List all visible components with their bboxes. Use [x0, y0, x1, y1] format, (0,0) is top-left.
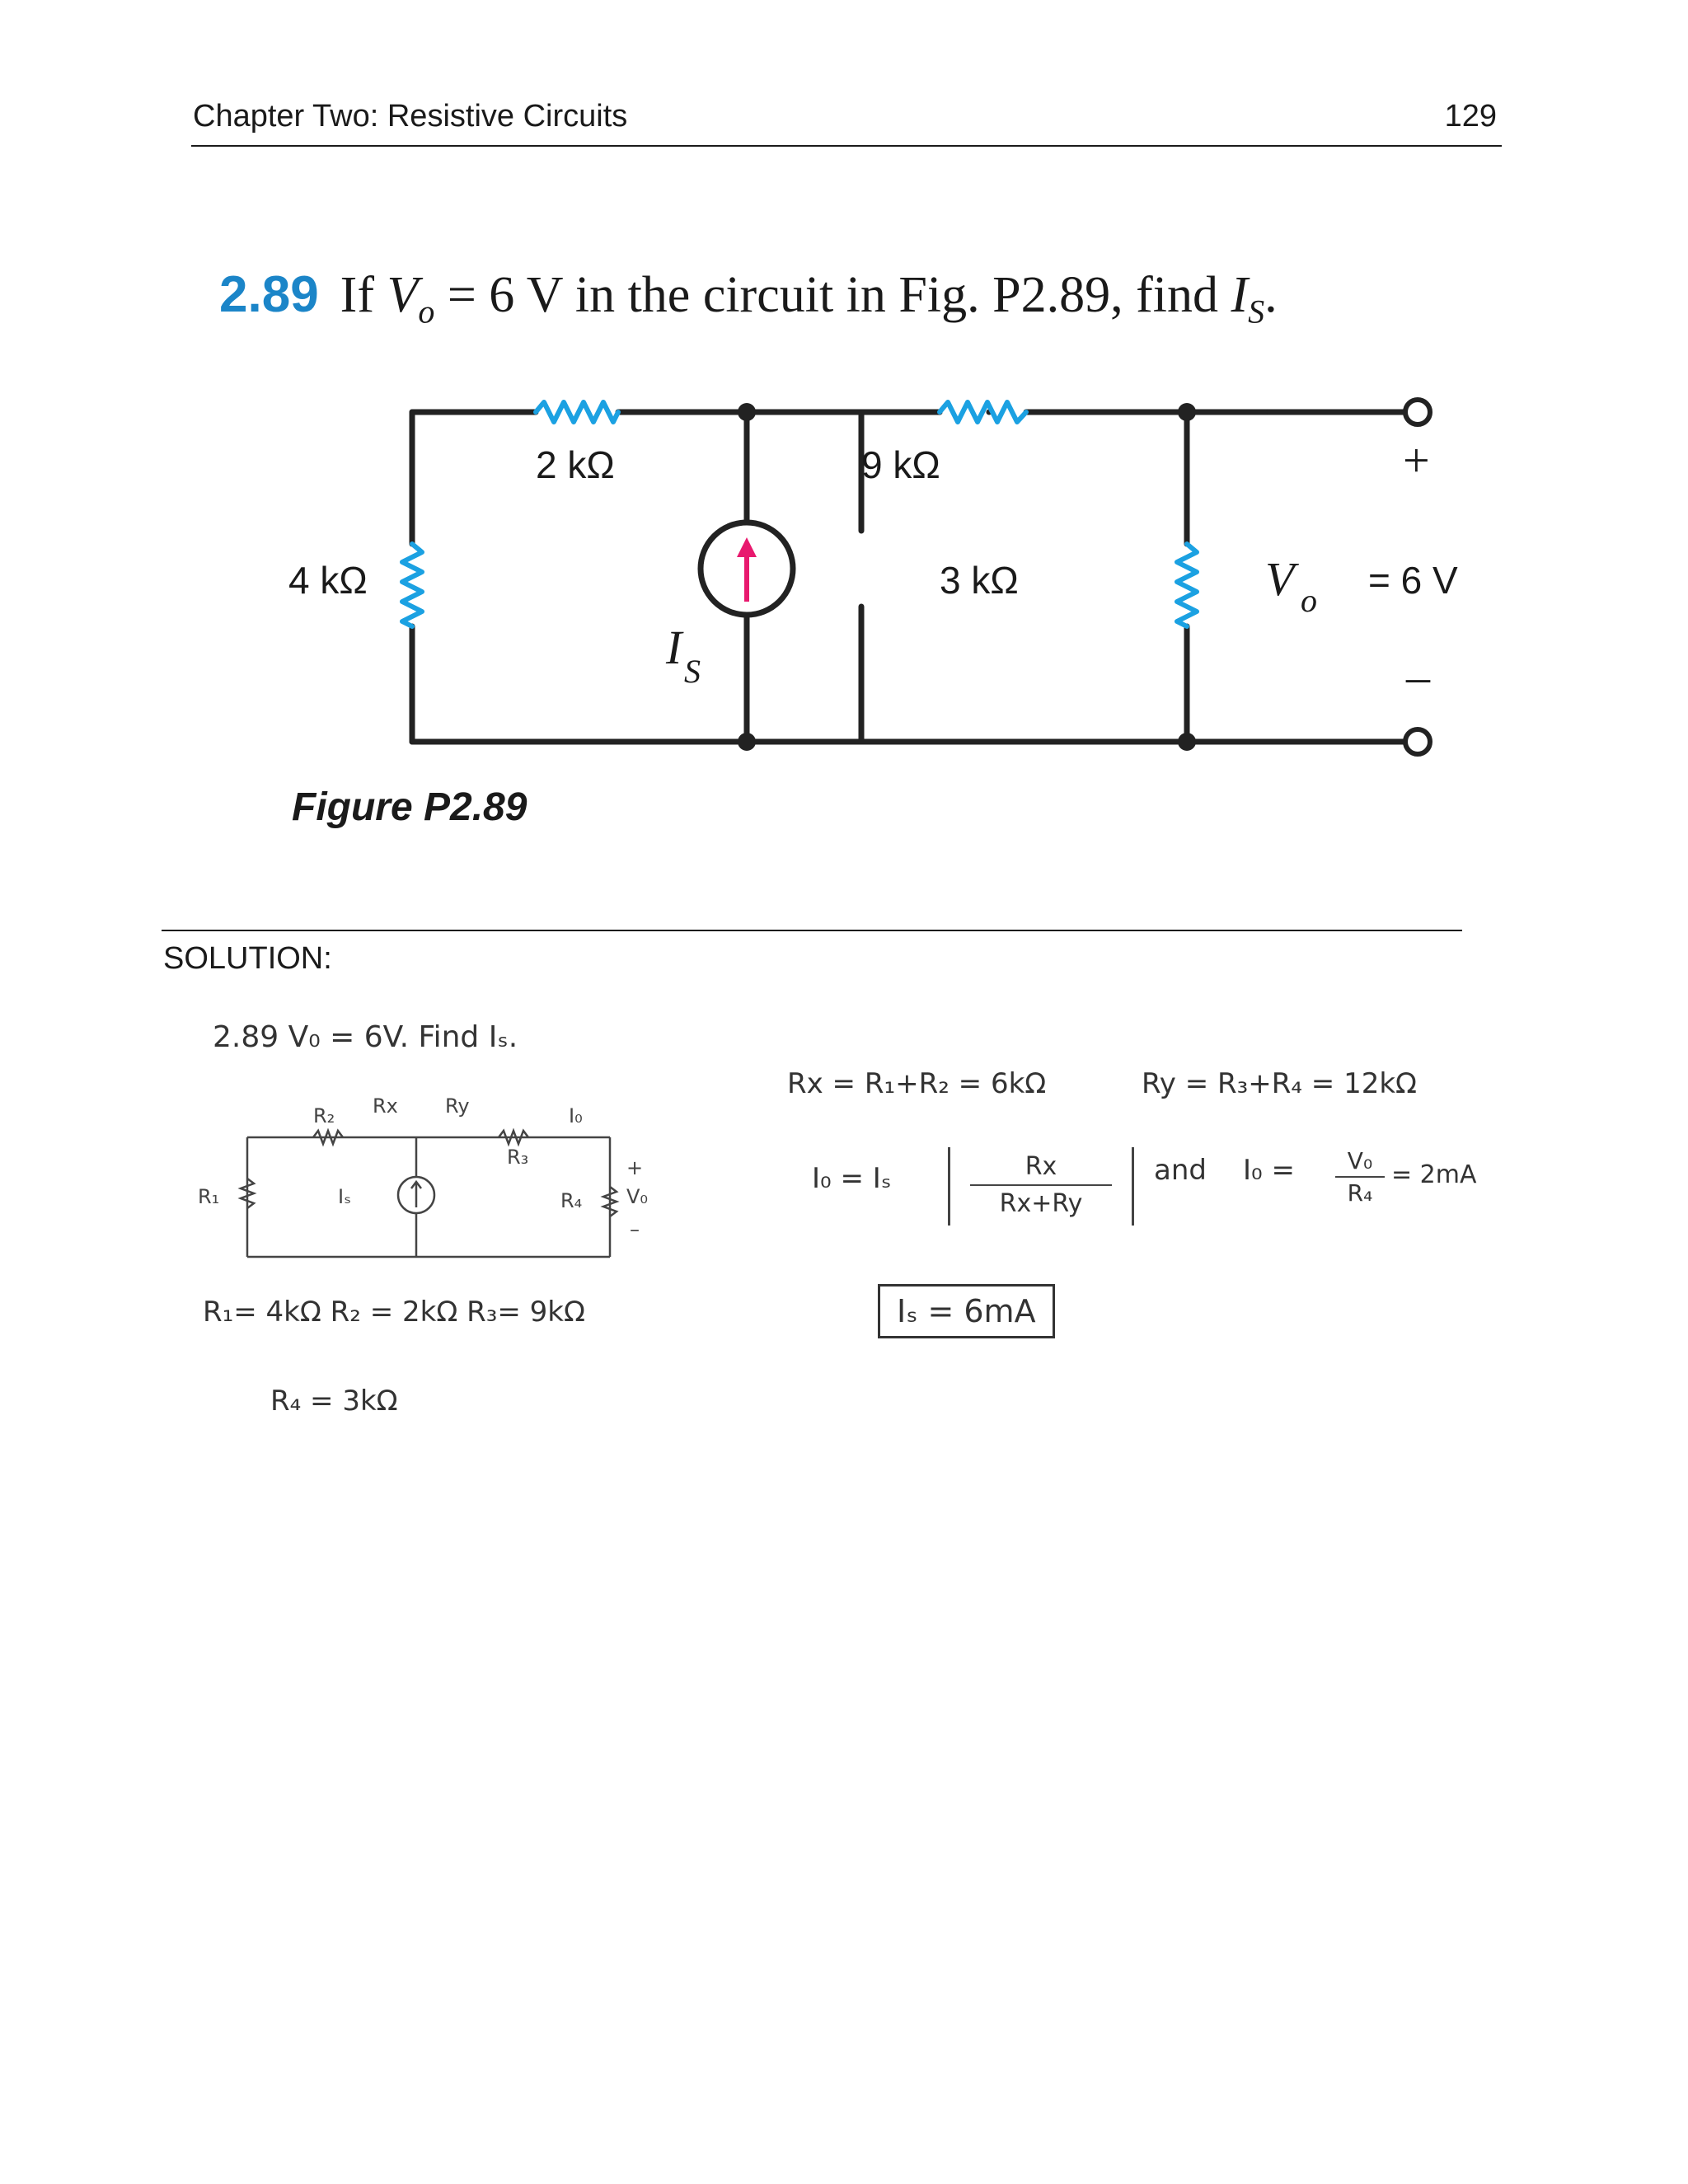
- resistor-2k: [536, 402, 618, 422]
- answer-box: Iₛ = 6mA: [878, 1284, 1055, 1338]
- sketch-label-vo: V₀: [626, 1185, 649, 1208]
- equation-ry: Ry = R₃+R₄ = 12kΩ: [1142, 1067, 1418, 1100]
- equation-io-fraction: [948, 1147, 1134, 1226]
- label-3k: 3 kΩ: [940, 559, 1019, 602]
- node-top-mid: [738, 403, 756, 421]
- solution-sketch: [181, 1071, 709, 1277]
- label-2k: 2 kΩ: [536, 443, 615, 486]
- solution-given: 2.89 V₀ = 6V. Find Iₛ.: [213, 1020, 518, 1054]
- sketch-label-ry: Ry: [445, 1094, 470, 1118]
- label-9k: 9 kΩ: [861, 443, 940, 486]
- circuit-diagram: [247, 379, 1467, 766]
- equation-io2-fraction: [1335, 1147, 1385, 1207]
- equation-io2-lhs: I₀ =: [1243, 1154, 1295, 1187]
- problem-sub-o: o: [418, 293, 435, 330]
- problem-text-eq: = 6 V in the circuit in Fig. P2.89, find: [447, 267, 1218, 323]
- page-header-title: Chapter Two: Resistive Circuits: [193, 99, 628, 134]
- problem-period: .: [1264, 267, 1278, 323]
- problem-number: 2.89: [219, 266, 319, 323]
- terminal-top: [1405, 400, 1430, 424]
- sketch-label-io: I₀: [569, 1104, 583, 1127]
- page-number: 129: [1444, 99, 1497, 134]
- sketch-label-minus: –: [630, 1218, 640, 1241]
- sketch-label-r4: R₄: [560, 1189, 583, 1212]
- label-is-var: I: [666, 621, 682, 674]
- resistor-4k: [402, 544, 422, 626]
- solution-values-1: R₁= 4kΩ R₂ = 2kΩ R₃= 9kΩ: [203, 1296, 585, 1329]
- label-vo-sub: o: [1301, 582, 1317, 619]
- solution-divider: [162, 930, 1462, 931]
- equation-io2-fraction-bar: [1335, 1176, 1385, 1178]
- label-vo-var: V: [1265, 552, 1295, 606]
- equation-io-lhs: I₀ = Iₛ: [812, 1162, 892, 1195]
- label-minus: –: [1406, 649, 1430, 703]
- node-bottom-right: [1178, 733, 1196, 751]
- sketch-label-r2: R₂: [313, 1104, 335, 1127]
- terminal-bottom: [1405, 729, 1430, 754]
- resistor-9k: [940, 402, 1026, 422]
- wire-top-left: [412, 412, 416, 544]
- equation-io-denominator: Rx+Ry: [999, 1189, 1083, 1218]
- sketch-label-is: Iₛ: [338, 1185, 352, 1208]
- sketch-label-r1: R₁: [198, 1185, 220, 1208]
- equation-rx: Rx = R₁+R₂ = 6kΩ: [787, 1067, 1047, 1100]
- node-bottom-mid: [738, 733, 756, 751]
- problem-statement: [219, 265, 1278, 330]
- label-is-sub: S: [684, 653, 701, 690]
- sketch-label-r3: R₃: [507, 1146, 529, 1169]
- equation-io-numerator: Rx: [1025, 1152, 1057, 1181]
- problem-sub-s: S: [1248, 293, 1265, 330]
- label-vo-value: = 6 V: [1368, 559, 1458, 602]
- equation-io2-rhs: = 2mA: [1391, 1160, 1477, 1189]
- figure-caption: Figure P2.89: [292, 785, 528, 829]
- solution-label: SOLUTION:: [163, 941, 332, 976]
- resistor-3k: [1177, 544, 1197, 626]
- equation-io-fraction-bar: [970, 1184, 1112, 1186]
- problem-var-v: V: [387, 267, 419, 323]
- label-4k: 4 kΩ: [288, 559, 368, 602]
- solution-values-2: R₄ = 3kΩ: [270, 1385, 398, 1418]
- equation-io2-denominator: R₄: [1347, 1179, 1373, 1207]
- problem-text-if: If: [340, 267, 374, 323]
- sketch-label-rx: Rx: [373, 1094, 398, 1118]
- node-top-right: [1178, 403, 1196, 421]
- sketch-label-plus: +: [626, 1156, 644, 1179]
- label-plus: +: [1403, 434, 1430, 487]
- equation-io2-numerator: V₀: [1347, 1147, 1373, 1174]
- header-divider: [191, 145, 1502, 147]
- equation-and: and: [1154, 1154, 1207, 1187]
- problem-var-i: I: [1231, 267, 1249, 323]
